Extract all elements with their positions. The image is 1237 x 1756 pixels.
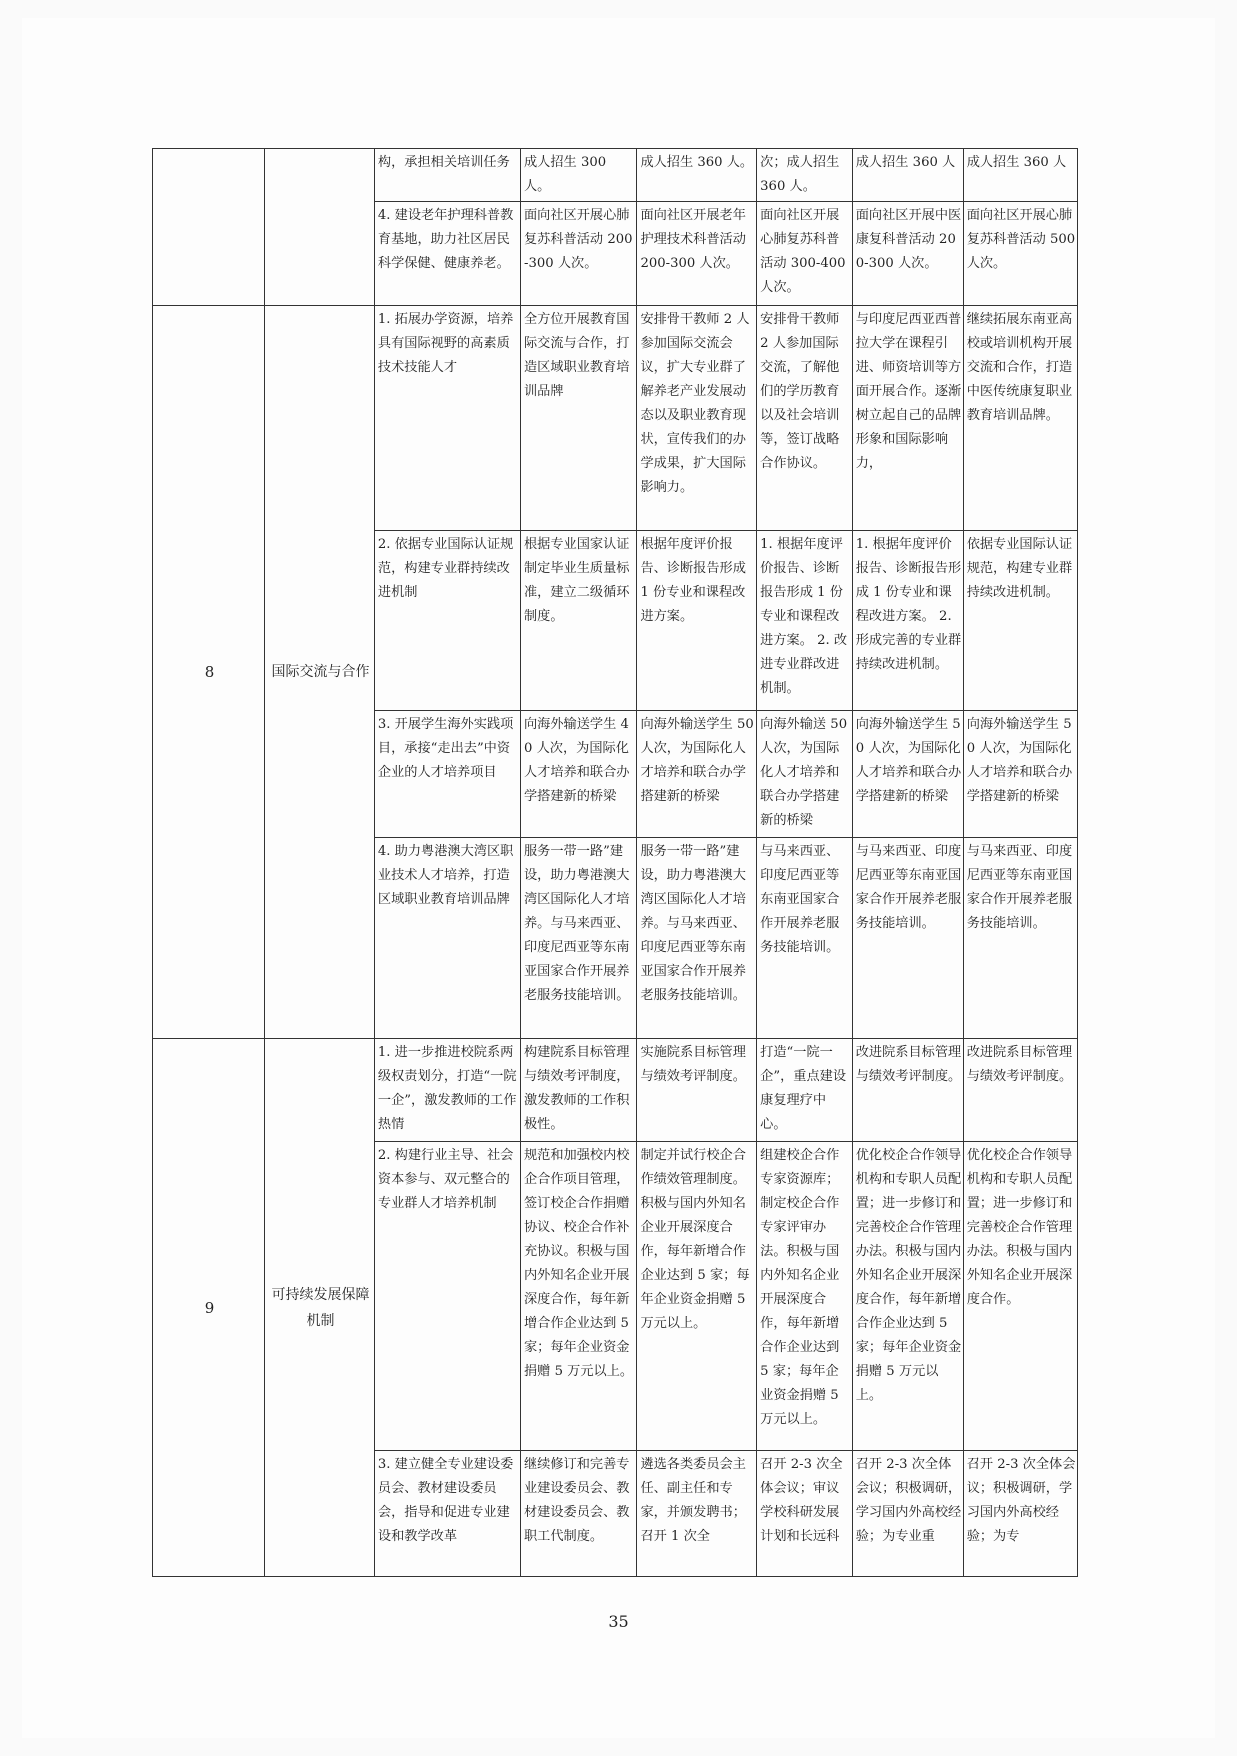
task-cell: 1. 进一步推进校院系两级权责划分，打造“一院一企”，激发教师的工作热情: [374, 1039, 520, 1142]
year2-cell: 制定并试行校企合作绩效管理制度。积极与国内外知名企业开展深度合作，每年新增合作企业达到 5 家；每年企业资金捐赠 5 万元以上。: [637, 1142, 757, 1451]
year1-cell: 向海外输送学生 40 人次，为国际化人才培养和联合办学搭建新的桥梁: [521, 711, 637, 838]
year4-cell: 1. 根据年度评价报告、诊断报告形成 1 份专业和课程改进方案。 2. 形成完善的专业群持续改进机制。: [852, 531, 963, 711]
year3-cell: 召开 2-3 次全体会议；审议学校科研发展计划和长远科: [757, 1451, 853, 1577]
year1-cell: 成人招生 300 人。: [521, 149, 637, 202]
year3-cell: 打造“一院一企”，重点建设康复理疗中心。: [757, 1039, 853, 1142]
year3-cell: 面向社区开展心肺复苏科普活动 300-400 人次。: [757, 202, 853, 306]
year4-cell: 面向社区开展中医康复科普活动 200-300 人次。: [852, 202, 963, 306]
year3-cell: 次；成人招生 360 人。: [757, 149, 853, 202]
year4-cell: 改进院系目标管理与绩效考评制度。: [852, 1039, 963, 1142]
year5-cell: 改进院系目标管理与绩效考评制度。: [963, 1039, 1077, 1142]
task-cell: 1. 拓展办学资源，培养具有国际视野的高素质技术技能人才: [374, 306, 520, 531]
task-cell: 4. 助力粤港澳大湾区职业技术人才培养，打造区域职业教育培训品牌: [374, 838, 520, 1039]
year1-cell: 构建院系目标管理与绩效考评制度，激发教师的工作积极性。: [521, 1039, 637, 1142]
table-row: [153, 149, 1078, 202]
year4-cell: 与印度尼西亚西普拉大学在课程引进、师资培训等方面开展合作。逐渐树立起自己的品牌形象和国际影响力，: [852, 306, 963, 531]
year5-cell: 面向社区开展心肺复苏科普活动 500 人次。: [963, 202, 1077, 306]
table-row: [153, 1039, 1078, 1142]
area-cell: 国际交流与合作: [265, 306, 375, 1039]
year5-cell: 向海外输送学生 50 人次，为国际化人才培养和联合办学搭建新的桥梁: [963, 711, 1077, 838]
year2-cell: 服务一带一路”建设，助力粤港澳大湾区国际化人才培养。与马来西亚、印度尼西亚等东南亚国家合作开展养老服务技能培训。: [637, 838, 757, 1039]
year3-cell: 组建校企合作专家资源库；制定校企合作专家评审办法。积极与国内外知名企业开展深度合作，每年新增合作企业达到 5 家；每年企业资金捐赠 5 万元以上。: [757, 1142, 853, 1451]
task-cell: 3. 建立健全专业建设委员会、教材建设委员会，指导和促进专业建设和教学改革: [374, 1451, 520, 1577]
table-row: [153, 306, 1078, 531]
task-cell: 3. 开展学生海外实践项目，承接“走出去”中资企业的人才培养项目: [374, 711, 520, 838]
year1-cell: 继续修订和完善专业建设委员会、教材建设委员会、教职工代制度。: [521, 1451, 637, 1577]
year4-cell: 优化校企合作领导机构和专职人员配置；进一步修订和完善校企合作管理办法。积极与国内外知名企业开展深度合作，每年新增合作企业达到 5 家；每年企业资金捐赠 5 万元以上。: [852, 1142, 963, 1451]
year2-cell: 向海外输送学生 50 人次，为国际化人才培养和联合办学搭建新的桥梁: [637, 711, 757, 838]
year5-cell: 召开 2-3 次全体会议；积极调研，学习国内外高校经验；为专: [963, 1451, 1077, 1577]
item-number: [153, 149, 265, 306]
year2-cell: 成人招生 360 人。: [637, 149, 757, 202]
year1-cell: 规范和加强校内校企合作项目管理，签订校企合作捐赠协议、校企合作补充协议。积极与国内外知名企业开展深度合作，每年新增合作企业达到 5 家；每年企业资金捐赠 5 万元以上。: [521, 1142, 637, 1451]
year1-cell: 根据专业国家认证制定毕业生质量标准，建立二级循环制度。: [521, 531, 637, 711]
year5-cell: 成人招生 360 人: [963, 149, 1077, 202]
year2-cell: 遴选各类委员会主任、副主任和专家，并颁发聘书；召开 1 次全: [637, 1451, 757, 1577]
year3-cell: 与马来西亚、印度尼西亚等东南亚国家合作开展养老服务技能培训。: [757, 838, 853, 1039]
task-cell: 构，承担相关培训任务: [374, 149, 520, 202]
year3-cell: 安排骨干教师 2 人参加国际交流，了解他们的学历教育以及社会培训等，签订战略合作协议。: [757, 306, 853, 531]
year3-cell: 1. 根据年度评价报告、诊断报告形成 1 份专业和课程改进方案。 2. 改进专业群改进机制。: [757, 531, 853, 711]
year3-cell: 向海外输送 50 人次，为国际化人才培养和联合办学搭建新的桥梁: [757, 711, 853, 838]
year2-cell: 面向社区开展老年护理技术科普活动 200-300 人次。: [637, 202, 757, 306]
area-cell: [265, 149, 375, 306]
task-cell: 2. 构建行业主导、社会资本参与、双元整合的专业群人才培养机制: [374, 1142, 520, 1451]
plan-table: [152, 148, 1078, 1577]
item-number: 8: [153, 306, 265, 1039]
year4-cell: 成人招生 360 人: [852, 149, 963, 202]
year2-cell: 安排骨干教师 2 人参加国际交流会议，扩大专业群了解养老产业发展动态以及职业教育现状，宣传我们的办学成果，扩大国际影响力。: [637, 306, 757, 531]
year5-cell: 依据专业国际认证规范，构建专业群持续改进机制。: [963, 531, 1077, 711]
item-number: 9: [153, 1039, 265, 1577]
year4-cell: 与马来西亚、印度尼西亚等东南亚国家合作开展养老服务技能培训。: [852, 838, 963, 1039]
task-cell: 2. 依据专业国际认证规范，构建专业群持续改进机制: [374, 531, 520, 711]
year2-cell: 根据年度评价报告、诊断报告形成 1 份专业和课程改进方案。: [637, 531, 757, 711]
year1-cell: 面向社区开展心肺复苏科普活动 200-300 人次。: [521, 202, 637, 306]
year5-cell: 优化校企合作领导机构和专职人员配置；进一步修订和完善校企合作管理办法。积极与国内外知名企业开展深度合作。: [963, 1142, 1077, 1451]
year5-cell: 与马来西亚、印度尼西亚等东南亚国家合作开展养老服务技能培训。: [963, 838, 1077, 1039]
page-number: 35: [608, 1612, 629, 1631]
year1-cell: 服务一带一路”建设，助力粤港澳大湾区国际化人才培养。与马来西亚、印度尼西亚等东南亚国家合作开展养老服务技能培训。: [521, 838, 637, 1039]
year5-cell: 继续拓展东南亚高校或培训机构开展交流和合作，打造中医传统康复职业教育培训品牌。: [963, 306, 1077, 531]
area-cell: 可持续发展保障机制: [265, 1039, 375, 1577]
task-cell: 4. 建设老年护理科普教育基地，助力社区居民科学保健、健康养老。: [374, 202, 520, 306]
year4-cell: 向海外输送学生 50 人次，为国际化人才培养和联合办学搭建新的桥梁: [852, 711, 963, 838]
year4-cell: 召开 2-3 次全体会议；积极调研，学习国内外高校经验；为专业重: [852, 1451, 963, 1577]
year2-cell: 实施院系目标管理与绩效考评制度。: [637, 1039, 757, 1142]
year1-cell: 全方位开展教育国际交流与合作，打造区域职业教育培训品牌: [521, 306, 637, 531]
